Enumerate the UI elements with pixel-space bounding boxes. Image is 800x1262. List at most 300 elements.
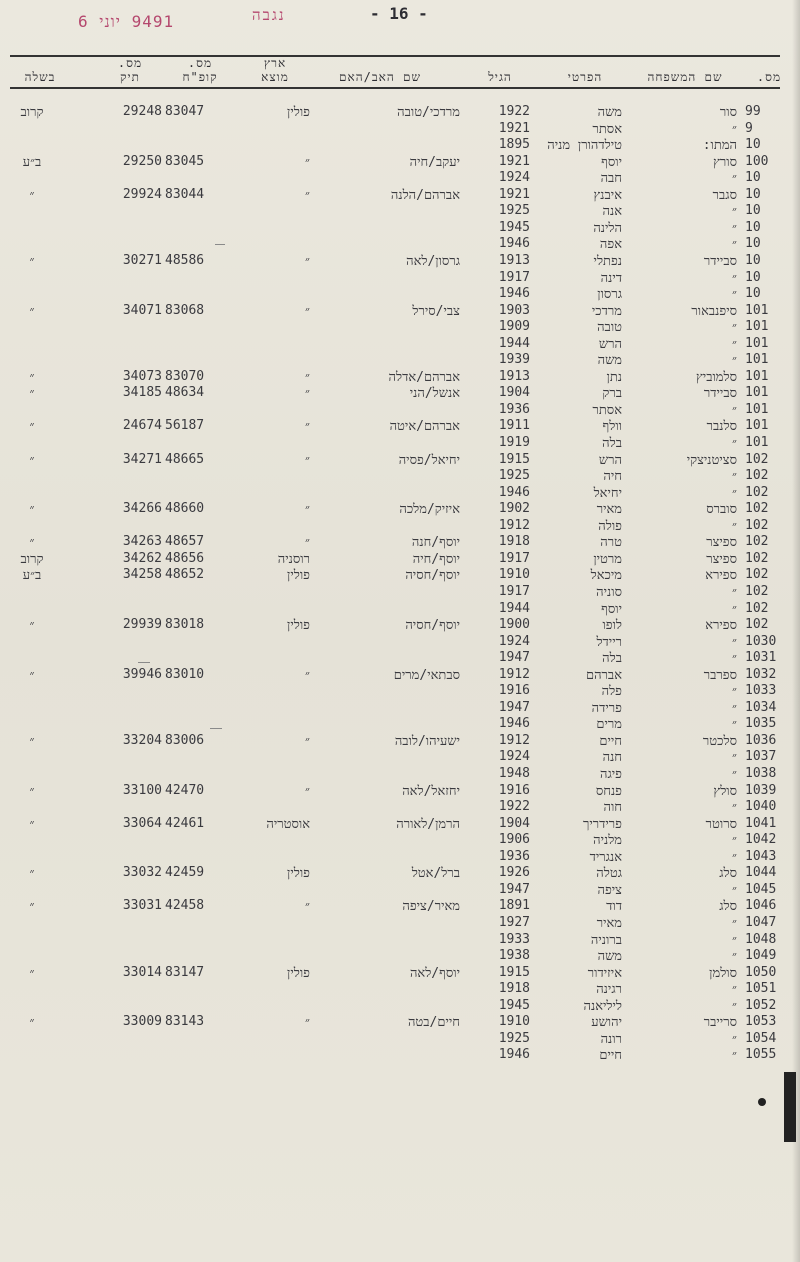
family-name: סולמן bbox=[709, 965, 737, 981]
birth-year: 1924 bbox=[498, 749, 530, 765]
table-row bbox=[0, 1031, 800, 1047]
table-row bbox=[0, 336, 800, 352]
file-number: 33014 bbox=[122, 964, 162, 980]
file-number: 33032 bbox=[122, 865, 162, 881]
family-name: סרוטר bbox=[705, 816, 737, 832]
file-number: 33100 bbox=[122, 782, 162, 798]
remark: ״ bbox=[29, 303, 35, 319]
remark: ״ bbox=[29, 667, 35, 683]
table-row bbox=[0, 981, 800, 997]
first-name: נתן bbox=[606, 369, 622, 385]
family-name: ״ bbox=[732, 237, 737, 253]
kupa-number: 83006 bbox=[165, 732, 205, 748]
row-number: 1051 bbox=[745, 981, 777, 997]
row-number: 102 bbox=[745, 534, 769, 550]
birth-year: 1895 bbox=[498, 137, 530, 153]
kupa-number: 83068 bbox=[165, 302, 205, 318]
divider-mark bbox=[138, 662, 150, 663]
remark: ״ bbox=[29, 866, 35, 882]
first-name: גטלה bbox=[596, 866, 622, 882]
first-name: חיים bbox=[599, 1048, 622, 1064]
table-row bbox=[0, 121, 800, 137]
birth-year: 1909 bbox=[498, 319, 530, 335]
family-name: סלג bbox=[719, 899, 737, 915]
birth-year: 1910 bbox=[498, 567, 530, 583]
first-name: אסתר bbox=[592, 121, 622, 137]
family-name: סציטניצקי bbox=[686, 452, 737, 468]
file-number: 30271 bbox=[122, 252, 162, 268]
birth-year: 1913 bbox=[498, 252, 530, 268]
row-number: 1049 bbox=[745, 948, 777, 964]
remark: ב״ע bbox=[22, 154, 42, 170]
birth-year: 1944 bbox=[498, 335, 530, 351]
family-name: ״ bbox=[732, 833, 737, 849]
row-number: 1035 bbox=[745, 716, 777, 732]
row-number: 1030 bbox=[745, 633, 777, 649]
file-number: 34266 bbox=[122, 501, 162, 517]
table-row bbox=[0, 650, 800, 666]
row-number: 1041 bbox=[745, 815, 777, 831]
birth-year: 1946 bbox=[498, 1047, 530, 1063]
first-name: אפה bbox=[599, 237, 622, 253]
remark: ב״ע bbox=[22, 568, 42, 584]
first-name: חיים bbox=[599, 733, 622, 749]
file-number: 34262 bbox=[122, 550, 162, 566]
col-header-year: הגיל bbox=[488, 70, 512, 84]
col-header-country: ארץ מוצא bbox=[261, 56, 289, 84]
remark: ״ bbox=[29, 535, 35, 551]
row-number: 10 bbox=[745, 236, 761, 252]
row-number: 1039 bbox=[745, 782, 777, 798]
family-name: סוברס bbox=[706, 502, 737, 518]
birth-year: 1924 bbox=[498, 633, 530, 649]
first-name: מרדכי bbox=[591, 303, 622, 319]
table-row bbox=[0, 270, 800, 286]
table-row bbox=[0, 220, 800, 236]
birth-year: 1946 bbox=[498, 236, 530, 252]
parents-names: אברהם/איטה bbox=[389, 419, 460, 435]
first-name: ליליאנה bbox=[583, 998, 622, 1014]
family-name: ״ bbox=[732, 684, 737, 700]
first-name: מאיר bbox=[596, 502, 622, 518]
family-name: סביידר bbox=[703, 386, 737, 402]
remark: ״ bbox=[29, 187, 35, 203]
birth-year: 1946 bbox=[498, 716, 530, 732]
first-name: פנחס bbox=[595, 783, 622, 799]
table-row bbox=[0, 402, 800, 418]
birth-year: 1921 bbox=[498, 153, 530, 169]
family-name: ״ bbox=[732, 800, 737, 816]
remark: ״ bbox=[29, 1015, 35, 1031]
remark: ״ bbox=[29, 253, 35, 269]
parents-names: אברהם/אדלה bbox=[388, 369, 460, 385]
file-number: 33031 bbox=[122, 898, 162, 914]
parents-names: יוסף/חנה bbox=[411, 535, 460, 551]
family-name: ספירא bbox=[705, 618, 737, 634]
table-row bbox=[0, 319, 800, 335]
birth-year: 1947 bbox=[498, 881, 530, 897]
table-row bbox=[0, 187, 800, 203]
row-number: 102 bbox=[745, 517, 769, 533]
remark: קרוב bbox=[20, 105, 44, 120]
birth-year: 1945 bbox=[498, 219, 530, 235]
family-name: ״ bbox=[732, 287, 737, 303]
country-of-origin: פולין bbox=[287, 618, 310, 634]
table-row bbox=[0, 567, 800, 583]
row-number: 102 bbox=[745, 583, 769, 599]
birth-year: 1927 bbox=[498, 914, 530, 930]
remark: ״ bbox=[29, 816, 35, 832]
birth-year: 1911 bbox=[498, 418, 530, 434]
remark: ״ bbox=[29, 783, 35, 799]
country-of-origin: ״ bbox=[305, 154, 310, 170]
country-of-origin: ״ bbox=[305, 187, 310, 203]
table-row bbox=[0, 518, 800, 534]
kupa-number: 42470 bbox=[165, 782, 205, 798]
first-name: סוניה bbox=[596, 584, 622, 600]
date-stamp: 1949 יוני 6 bbox=[78, 12, 175, 31]
remark: קרוב bbox=[20, 551, 44, 567]
table-row bbox=[0, 700, 800, 716]
table-row bbox=[0, 1014, 800, 1030]
family-name: סלכטר bbox=[702, 733, 737, 749]
family-name: ״ bbox=[732, 634, 737, 650]
family-name: ״ bbox=[732, 717, 737, 733]
row-number: 10 bbox=[745, 252, 761, 268]
first-name: חנה bbox=[602, 750, 622, 766]
table-row bbox=[0, 948, 800, 964]
country-of-origin: ״ bbox=[305, 452, 310, 468]
row-number: 102 bbox=[745, 567, 769, 583]
family-name: סביידר bbox=[703, 253, 737, 269]
first-name: בלה bbox=[602, 651, 622, 667]
birth-year: 1947 bbox=[498, 699, 530, 715]
table-row bbox=[0, 898, 800, 914]
family-name: סור bbox=[719, 105, 737, 120]
country-of-origin: ״ bbox=[305, 733, 310, 749]
file-number: 39946 bbox=[122, 666, 162, 682]
kupa-number: 48586 bbox=[165, 252, 205, 268]
family-name: ״ bbox=[732, 915, 737, 931]
remark: ״ bbox=[29, 618, 35, 634]
col-header-parents: שם האב/האם bbox=[339, 70, 421, 84]
row-number: 1031 bbox=[745, 650, 777, 666]
birth-year: 1918 bbox=[498, 981, 530, 997]
birth-year: 1939 bbox=[498, 352, 530, 368]
birth-year: 1946 bbox=[498, 484, 530, 500]
birth-year: 1938 bbox=[498, 948, 530, 964]
parents-names: מרדכי/טובה bbox=[397, 105, 460, 120]
kupa-number: 42459 bbox=[165, 865, 205, 881]
header-bottom-rule bbox=[10, 87, 780, 89]
row-number: 1034 bbox=[745, 699, 777, 715]
row-number: 102 bbox=[745, 451, 769, 467]
table-row bbox=[0, 485, 800, 501]
parents-names: הרמן/לאורה bbox=[396, 816, 460, 832]
birth-year: 1936 bbox=[498, 401, 530, 417]
first-name: מיכאל bbox=[590, 568, 622, 584]
family-name: סלמוביץ bbox=[696, 369, 737, 385]
first-name: חיה bbox=[603, 469, 622, 485]
row-number: 10 bbox=[745, 219, 761, 235]
kupa-number: 83047 bbox=[165, 104, 205, 119]
family-name: ״ bbox=[732, 767, 737, 782]
row-number: 1055 bbox=[745, 1047, 777, 1063]
kupa-number: 83045 bbox=[165, 153, 205, 169]
first-name: ציפה bbox=[597, 882, 622, 898]
family-name: ״ bbox=[732, 469, 737, 485]
row-number: 1048 bbox=[745, 931, 777, 947]
parents-names: יעקב/חיה bbox=[409, 154, 460, 170]
row-number: 10 bbox=[745, 137, 761, 153]
parents-names: יוסף/חיה bbox=[412, 551, 460, 567]
birth-year: 1918 bbox=[498, 534, 530, 550]
family-name: ״ bbox=[732, 982, 737, 998]
table-row bbox=[0, 634, 800, 650]
page-number: - 16 - bbox=[370, 4, 428, 23]
family-name: סורץ bbox=[713, 154, 737, 170]
birth-year: 1915 bbox=[498, 451, 530, 467]
row-number: 10 bbox=[745, 269, 761, 285]
table-row bbox=[0, 749, 800, 765]
first-name: איבנץ bbox=[593, 187, 622, 203]
family-name: ״ bbox=[732, 171, 737, 187]
birth-year: 1913 bbox=[498, 368, 530, 384]
birth-year: 1924 bbox=[498, 170, 530, 186]
country-of-origin: ״ bbox=[305, 1015, 310, 1031]
family-name: סרייבר bbox=[703, 1015, 737, 1031]
parents-names: סבתאי/מרים bbox=[393, 667, 460, 683]
family-name: סגבר bbox=[712, 187, 737, 203]
parents-names: ברל/אטל bbox=[411, 866, 460, 882]
birth-year: 1936 bbox=[498, 848, 530, 864]
parents-names: ישעיהו/לובה bbox=[394, 733, 460, 749]
table-row bbox=[0, 137, 800, 153]
kupa-number: 83143 bbox=[165, 1014, 205, 1030]
first-name: וולף bbox=[602, 419, 622, 435]
birth-year: 1947 bbox=[498, 650, 530, 666]
row-number: 9 bbox=[745, 120, 753, 136]
family-name: סלנבר bbox=[706, 419, 737, 435]
first-name: אסתר bbox=[592, 402, 622, 418]
first-name: איזידור bbox=[587, 965, 622, 981]
remark: ״ bbox=[29, 899, 35, 915]
table-row bbox=[0, 849, 800, 865]
birth-year: 1915 bbox=[498, 964, 530, 980]
first-name: טרה bbox=[600, 535, 622, 551]
kupa-number: 83010 bbox=[165, 666, 205, 682]
parents-names: איזיק/מלכה bbox=[399, 502, 460, 518]
table-row bbox=[0, 286, 800, 302]
first-name: דינה bbox=[600, 270, 622, 286]
birth-year: 1891 bbox=[498, 898, 530, 914]
row-number: 101 bbox=[745, 335, 769, 351]
family-name: המתו: bbox=[702, 138, 737, 154]
family-name: ״ bbox=[732, 320, 737, 336]
family-name: ״ bbox=[732, 882, 737, 898]
family-name: ״ bbox=[732, 204, 737, 220]
row-number: 1054 bbox=[745, 1030, 777, 1046]
family-name: ספרבר bbox=[703, 667, 737, 683]
table-row bbox=[0, 932, 800, 948]
parents-names: יוסף/חסיה bbox=[405, 568, 460, 584]
remark: ״ bbox=[29, 733, 35, 749]
row-number: 10 bbox=[745, 203, 761, 219]
col-header-remark: בשלה bbox=[24, 70, 56, 84]
birth-year: 1925 bbox=[498, 203, 530, 219]
birth-year: 1917 bbox=[498, 583, 530, 599]
row-number: 1037 bbox=[745, 749, 777, 765]
row-number: 101 bbox=[745, 435, 769, 450]
first-name: נפתלי bbox=[593, 253, 622, 269]
table-row bbox=[0, 104, 800, 120]
first-name: חוה bbox=[603, 800, 622, 816]
first-name: פיגה bbox=[600, 767, 622, 782]
birth-year: 1912 bbox=[498, 732, 530, 748]
birth-year: 1916 bbox=[498, 683, 530, 699]
file-number: 34073 bbox=[122, 368, 162, 384]
parents-names: יוסף/לאה bbox=[409, 965, 460, 981]
col-header-first: הפרטי bbox=[567, 70, 603, 84]
kupa-number: 48634 bbox=[165, 385, 205, 401]
row-number: 102 bbox=[745, 550, 769, 566]
remark: ״ bbox=[29, 386, 35, 402]
table-row bbox=[0, 452, 800, 468]
row-number: 101 bbox=[745, 418, 769, 434]
table-row bbox=[0, 733, 800, 749]
birth-year: 1916 bbox=[498, 782, 530, 798]
table-row bbox=[0, 832, 800, 848]
file-number: 34263 bbox=[122, 534, 162, 550]
kibbutz-stamp: נגבה bbox=[252, 6, 286, 24]
table-row bbox=[0, 170, 800, 186]
first-name: אברהם bbox=[585, 667, 622, 683]
table-row bbox=[0, 236, 800, 252]
kupa-number: 83044 bbox=[165, 186, 205, 202]
row-number: 102 bbox=[745, 484, 769, 500]
table-row bbox=[0, 816, 800, 832]
row-number: 101 bbox=[745, 368, 769, 384]
country-of-origin: ״ bbox=[305, 386, 310, 402]
row-number: 101 bbox=[745, 319, 769, 335]
table-row bbox=[0, 915, 800, 931]
birth-year: 1904 bbox=[498, 385, 530, 401]
table-row bbox=[0, 865, 800, 881]
first-name: מרטין bbox=[593, 551, 622, 567]
table-row bbox=[0, 766, 800, 782]
first-name: פרידריך bbox=[582, 816, 622, 832]
row-number: 1040 bbox=[745, 799, 777, 815]
family-name: סיפנבאור bbox=[691, 303, 737, 319]
file-number: 34271 bbox=[122, 451, 162, 467]
kupa-number: 48657 bbox=[165, 534, 205, 550]
first-name: פרידה bbox=[591, 700, 622, 716]
birth-year: 1912 bbox=[498, 517, 530, 533]
family-name: ״ bbox=[732, 932, 737, 948]
table-row bbox=[0, 667, 800, 683]
row-number: 10 bbox=[745, 186, 761, 202]
parents-names: יחזאל/לאה bbox=[402, 783, 460, 799]
parents-names: אנשל/הני bbox=[409, 386, 460, 402]
birth-year: 1902 bbox=[498, 501, 530, 517]
country-of-origin: פולין bbox=[287, 105, 310, 120]
table-row bbox=[0, 501, 800, 517]
country-of-origin: ״ bbox=[305, 502, 310, 518]
table-row bbox=[0, 783, 800, 799]
birth-year: 1919 bbox=[498, 435, 530, 450]
country-of-origin: ״ bbox=[305, 535, 310, 551]
row-number: 102 bbox=[745, 600, 769, 616]
parents-names: יוסף/חסיה bbox=[405, 618, 460, 634]
row-number: 102 bbox=[745, 468, 769, 484]
table-row bbox=[0, 352, 800, 368]
first-name: אנה bbox=[602, 204, 622, 220]
family-name: ״ bbox=[732, 336, 737, 352]
birth-year: 1933 bbox=[498, 931, 530, 947]
family-name: ״ bbox=[732, 402, 737, 418]
row-number: 101 bbox=[745, 401, 769, 417]
country-of-origin: ״ bbox=[305, 419, 310, 435]
family-name: ״ bbox=[732, 998, 737, 1014]
family-name: ספיצר bbox=[706, 535, 737, 551]
file-number: 29924 bbox=[122, 186, 162, 202]
table-row bbox=[0, 601, 800, 617]
kupa-number: 48656 bbox=[165, 550, 205, 566]
kupa-number: 56187 bbox=[165, 418, 205, 434]
table-row bbox=[0, 683, 800, 699]
file-number: 29250 bbox=[122, 153, 162, 169]
birth-year: 1917 bbox=[498, 550, 530, 566]
ink-dot bbox=[758, 1098, 766, 1106]
family-name: ״ bbox=[732, 1031, 737, 1047]
row-number: 1044 bbox=[745, 865, 777, 881]
col-header-kupa: מס. קופ"ח bbox=[182, 56, 218, 84]
remark: ״ bbox=[29, 965, 35, 981]
file-number: 34258 bbox=[122, 567, 162, 583]
first-name: הרש bbox=[598, 336, 622, 352]
first-name: ברק bbox=[602, 386, 622, 402]
file-number: 29939 bbox=[122, 617, 162, 633]
first-name: חבה bbox=[600, 171, 622, 187]
family-name: ״ bbox=[732, 121, 737, 137]
row-number: 99 bbox=[745, 104, 761, 119]
birth-year: 1904 bbox=[498, 815, 530, 831]
family-name: ״ bbox=[732, 584, 737, 600]
kupa-number: 83070 bbox=[165, 368, 205, 384]
parents-names: חיים/בטה bbox=[407, 1015, 460, 1031]
table-row bbox=[0, 799, 800, 815]
family-name: ספירא bbox=[705, 568, 737, 584]
first-name: הרש bbox=[598, 452, 622, 468]
first-name: יוסף bbox=[601, 154, 622, 170]
file-number: 33064 bbox=[122, 815, 162, 831]
first-name: פולה bbox=[598, 518, 622, 534]
table-row bbox=[0, 551, 800, 567]
first-name: פלה bbox=[601, 684, 622, 700]
first-name: יחיאל bbox=[593, 485, 622, 501]
first-name: טילדהורן מניה bbox=[547, 138, 622, 154]
birth-year: 1922 bbox=[498, 799, 530, 815]
first-name: אנגריד bbox=[589, 849, 622, 865]
kupa-number: 83147 bbox=[165, 964, 205, 980]
row-number: 1038 bbox=[745, 766, 777, 781]
row-number: 1043 bbox=[745, 848, 777, 864]
country-of-origin: פולין bbox=[287, 568, 310, 584]
first-name: מלניה bbox=[593, 833, 622, 849]
family-name: ״ bbox=[732, 700, 737, 716]
table-row bbox=[0, 203, 800, 219]
birth-year: 1917 bbox=[498, 269, 530, 285]
